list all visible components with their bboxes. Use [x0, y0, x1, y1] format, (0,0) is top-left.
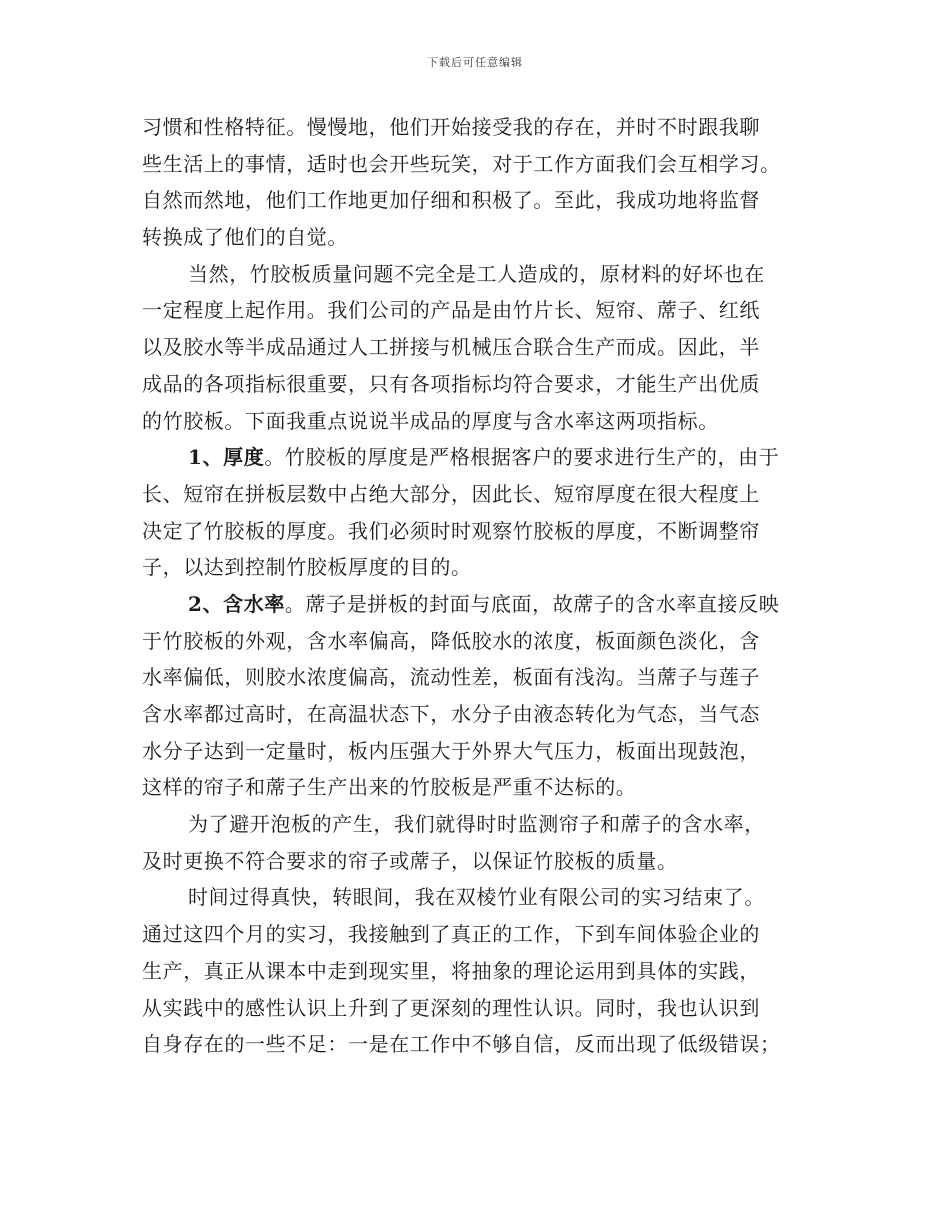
paragraph-start-line	[142, 586, 822, 623]
line-text: 决定了竹胶板的厚度。我们必须时时观察竹胶板的厚度，不断调整帘	[142, 518, 760, 543]
text-line	[142, 916, 822, 953]
section-heading-thickness: 1、厚度	[188, 445, 265, 470]
text-line	[142, 513, 822, 550]
line-text: 成品的各项指标很重要，只有各项指标均符合要求，才能生产出优质	[142, 371, 760, 396]
line-text: 这样的帘子和蓆子生产出来的竹胶板是严重不达标的。	[142, 775, 637, 800]
text-line	[142, 109, 822, 146]
text-line	[142, 1026, 822, 1063]
line-text: 长、短帘在拼板层数中占绝大部分，因此长、短帘厚度在很大程度上	[142, 481, 760, 506]
line-text: 含水率都过高时，在高温状态下，水分子由液态转化为气态，当气态	[142, 702, 760, 726]
text-line	[142, 696, 822, 733]
paragraph-start-line	[142, 879, 822, 916]
line-text: 时间过得真快，转眼间，我在双棱竹业有限公司的实习结束了。	[188, 885, 765, 910]
line-text: 从实践中的感性认识上升到了更深刻的理性认识。同时，我也认识到	[142, 995, 760, 1020]
line-text: 生产，真正从课本中走到现实里，将抽象的理论运用到具体的实践，	[142, 958, 760, 983]
text-line	[142, 476, 822, 513]
text-line	[142, 990, 822, 1027]
text-line	[142, 769, 822, 806]
text-line	[142, 549, 822, 586]
text-line	[142, 733, 822, 770]
line-text: 水分子达到一定量时，板内压强大于外界大气压力，板面出现鼓泡，	[142, 738, 760, 763]
text-line	[142, 219, 822, 256]
paragraph-start-line	[142, 806, 822, 843]
line-text: 以及胶水等半成品通过人工拼接与机械压合联合生产而成。因此，半	[142, 335, 760, 360]
text-line	[142, 953, 822, 990]
document-body	[142, 109, 822, 1063]
line-text: 。蓆子是拼板的封面与底面，故蓆子的含水率直接反映	[284, 591, 780, 616]
line-text: 的竹胶板。下面我重点说说半成品的厚度与含水率这两项指标。	[142, 408, 719, 433]
text-line	[142, 329, 822, 366]
text-line	[142, 659, 822, 696]
text-line	[142, 403, 822, 440]
line-text: 子，以达到控制竹胶板厚度的目的。	[142, 555, 472, 580]
line-text: 些生活上的事情，适时也会开些玩笑，对于工作方面我们会互相学习。	[142, 151, 781, 176]
line-text: 自身存在的一些不足：一是在工作中不够自信，反而出现了低级错误；	[142, 1032, 781, 1057]
text-line	[142, 292, 822, 329]
paragraph-start-line	[142, 439, 822, 476]
paragraph-start-line	[142, 256, 822, 293]
line-text: 当然，竹胶板质量问题不完全是工人造成的，原材料的好坏也在	[188, 261, 765, 286]
text-line	[142, 366, 822, 403]
line-text: 习惯和性格特征。慢慢地，他们开始接受我的存在，并时不时跟我聊	[142, 115, 760, 139]
text-line	[142, 182, 822, 219]
line-text: 。竹胶板的厚度是严格根据客户的要求进行生产的，由于	[264, 445, 780, 470]
line-text: 自然而然地，他们工作地更加仔细和积极了。至此，我成功地将监督	[142, 188, 760, 213]
line-text: 及时更换不符合要求的帘子或蓆子，以保证竹胶板的质量。	[142, 848, 678, 873]
section-heading-moisture: 2、含水率	[188, 591, 285, 616]
line-text: 一定程度上起作用。我们公司的产品是由竹片长、短帘、蓆子、红纸	[142, 298, 760, 323]
line-text: 于竹胶板的外观，含水率偏高，降低胶水的浓度，板面颜色淡化，含	[142, 628, 760, 653]
page-header: 下载后可任意编辑	[427, 56, 523, 69]
line-text: 水率偏低，则胶水浓度偏高，流动性差，板面有浅沟。当蓆子与莲子	[142, 665, 760, 690]
line-text: 转换成了他们的自觉。	[142, 225, 348, 250]
line-text: 通过这四个月的实习，我接触到了真正的工作，下到车间体验企业的	[142, 922, 760, 947]
text-line	[142, 623, 822, 660]
text-line	[142, 146, 822, 183]
text-line	[142, 843, 822, 880]
line-text: 为了避开泡板的产生，我们就得时时监测帘子和蓆子的含水率，	[188, 812, 765, 837]
